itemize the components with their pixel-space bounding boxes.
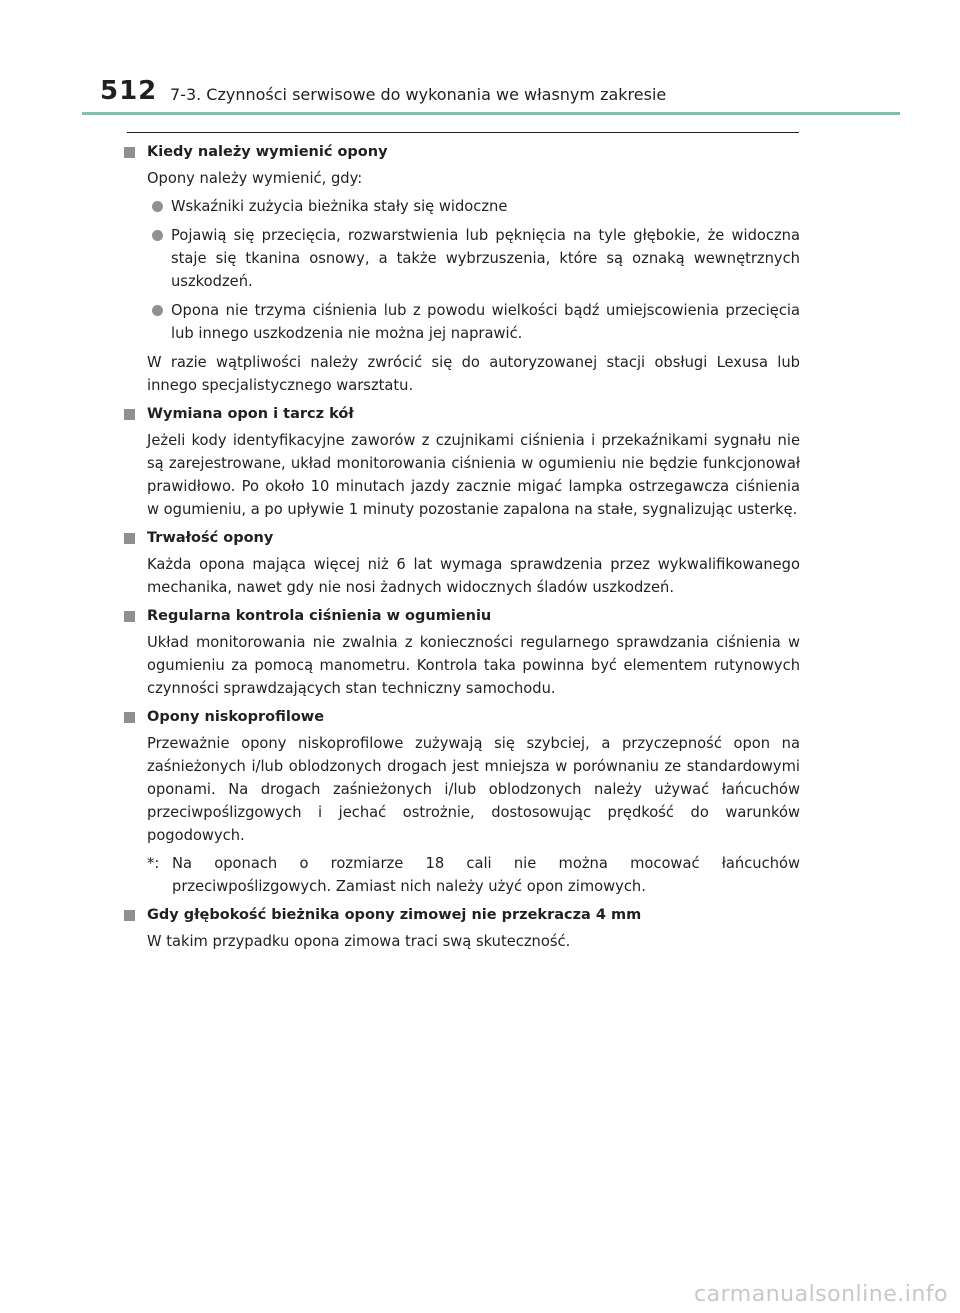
section-tire-durability [124,527,800,599]
section-text: Przeważnie opony niskoprofilowe zużywają się szybciej, a przyczepność opon na zaśnieżonych i/lub oblodzonych drogach jest mniejsza w porównaniu ze standardowymi oponami. Na drogach zaśnieżonych i/lub oblodzonych należy używać łańcuchów przeciwpoślizgowych i jechać ostrożnie, dostosowując prędkość do warunków pogodowych. [147,735,800,844]
circle-bullet-icon [152,305,163,316]
section-heading [124,527,800,550]
section-title: Kiedy należy wymienić opony [147,144,388,160]
section-heading [124,605,800,628]
section-outro: W razie wątpliwości należy zwrócić się do autoryzowanej stacji obsługi Lexusa lub innego specjalistycznego warsztatu. [147,354,800,394]
section-text: Jeżeli kody identyfikacyjne zaworów z czujnikami ciśnienia i przekaźnikami sygnału nie są zarejestrowane, układ monitorowania ciśnienia w ogumieniu nie będzie funkcjonował prawidłowo. Po około 10 minutach jazdy zacznie migać lampka ostrzegawcza ciśnienia w ogumieniu, a po upływie 1 minuty pozostanie zapalona na stałe, sygnalizując usterkę. [147,432,800,518]
list-item-text: Wskaźniki zużycia bieżnika stały się widoczne [171,198,508,215]
chapter-title: 7-3. Czynności serwisowe do wykonania we własnym zakresie [170,85,667,104]
square-bullet-icon [124,611,135,622]
section-heading [124,706,800,729]
square-bullet-icon [124,533,135,544]
section-text: Każda opona mająca więcej niż 6 lat wymaga sprawdzenia przez wykwalifikowanego mechanika, nawet gdy nie nosi żadnych widocznych śladów uszkodzeń. [147,556,800,596]
section-wheel-replacement [124,403,800,521]
header-divider [82,112,900,115]
section-title: Opony niskoprofilowe [147,709,325,725]
section-title: Trwałość opony [147,530,274,546]
section-title: Regularna kontrola ciśnienia w ogumieniu [147,608,492,624]
footnote [124,852,800,898]
square-bullet-icon [124,712,135,723]
page-header [0,0,960,118]
section-title: Gdy głębokość bieżnika opony zimowej nie przekracza 4 mm [147,907,642,923]
section-tire-replacement [124,141,800,397]
section-heading [124,403,800,426]
watermark: carmanualsonline.info [694,1282,948,1307]
footnote-text: Na oponach o rozmiarze 18 cali nie można mocować łańcuchów przeciwpoślizgowych. Zamiast nich należy użyć opon zimowych. [172,855,800,895]
section-text: W takim przypadku opona zimowa traci swą skuteczność. [147,933,571,950]
footnote-marker: *: [147,855,160,872]
list-item [124,224,800,293]
square-bullet-icon [124,910,135,921]
section-intro: Opony należy wymienić, gdy: [147,170,363,187]
section-title: Wymiana opon i tarcz kół [147,406,354,422]
section-heading [124,904,800,927]
section-pressure-check [124,605,800,700]
circle-bullet-icon [152,230,163,241]
section-winter-tread-depth [124,904,800,953]
section-heading [124,141,800,164]
section-text: Układ monitorowania nie zwalnia z konieczności regularnego sprawdzania ciśnienia w ogumieniu za pomocą manometru. Kontrola taka powinna być elementem rutynowych czynności sprawdzających stan techniczny samochodu. [147,634,800,697]
list-item [124,195,800,218]
content-divider [127,132,799,133]
section-low-profile-tires [124,706,800,898]
list-item-text: Opona nie trzyma ciśnienia lub z powodu wielkości bądź umiejscowienia przecięcia lub innego uszkodzenia nie można jej naprawić. [171,302,800,342]
list-item-text: Pojawią się przecięcia, rozwarstwienia lub pęknięcia na tyle głębokie, że widoczna staje się tkanina osnowy, a także wybrzuszenia, które są oznaką wewnętrznych uszkodzeń. [171,227,800,290]
square-bullet-icon [124,409,135,420]
square-bullet-icon [124,147,135,158]
list-item [124,299,800,345]
page-number: 512 [100,76,158,106]
page-content [124,141,800,959]
circle-bullet-icon [152,201,163,212]
